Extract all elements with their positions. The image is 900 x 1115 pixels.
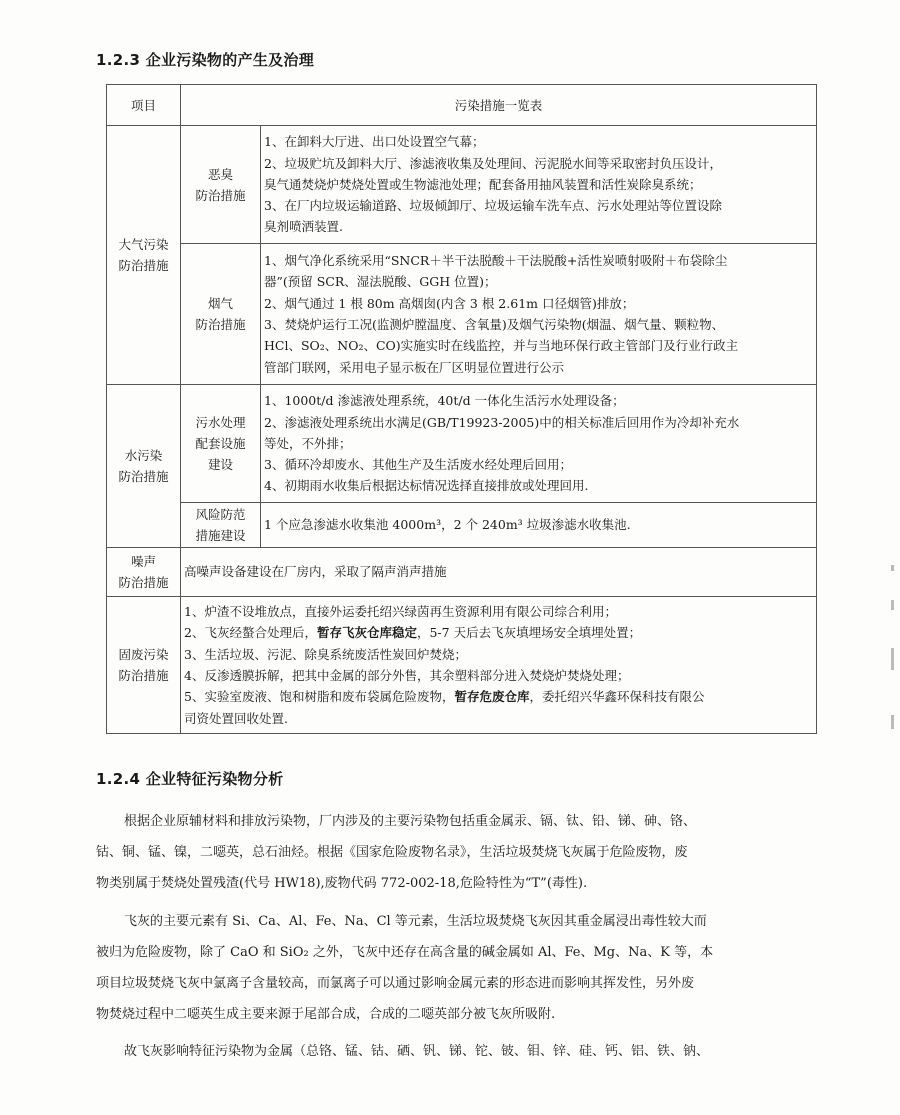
table-row-air-odor bbox=[107, 126, 817, 244]
subcategory-risk: 风险防范 措施建设 bbox=[181, 503, 261, 548]
pollution-measures-table bbox=[106, 84, 817, 734]
subcategory-flue-gas: 烟气 防治措施 bbox=[181, 244, 261, 385]
emphasis-fly-ash-storage: 暂存飞灰仓库稳定 bbox=[316, 625, 417, 641]
paragraph-2: 飞灰的主要元素有 Si、Ca、Al、Fe、Na、Cl 等元素，生活垃圾焚烧飞灰因其重金属浸出毒性较大而 被归为危险废物，除了 CaO 和 SiO₂ 之外，飞灰中还存在高含量的碱金属如 Al、Fe、Mg、Na、K 等，本 项目垃圾焚烧飞灰中氯离子含量较高，而氯离子可以通过影响金属元素的形态进而影响其挥发性，另外废 物焚烧过程中二噁英生成主要来源于尾部合成，合成的二噁英部分被飞灰所吸附. bbox=[96, 914, 714, 1022]
header-item: 项目 bbox=[107, 85, 181, 126]
subcategory-odor: 恶臭 防治措施 bbox=[181, 126, 261, 244]
paragraph-3: 故飞灰影响特征污染物为金属（总铬、锰、钴、硒、钒、锑、铊、铍、钼、锌、硅、钙、铝、铁、钠、 bbox=[124, 1044, 710, 1059]
risk-measures: 1 个应急渗滤水收集池 4000m³，2 个 240m³ 垃圾渗滤水收集池. bbox=[261, 503, 817, 548]
table-row-noise bbox=[107, 548, 817, 597]
section-heading-1-2-4: 1.2.4 企业特征污染物分析 bbox=[96, 770, 284, 788]
scan-artifact bbox=[891, 648, 894, 670]
table-row-water-wastewater bbox=[107, 385, 817, 503]
table-row-water-risk bbox=[107, 503, 817, 548]
paragraph-1: 根据企业原辅材料和排放污染物，厂内涉及的主要污染物包括重金属汞、镉、钛、铅、锑、砷、铬、 钴、铜、锰、镍，二噁英，总石油烃。根据《国家危险废物名录》，生活垃圾焚烧飞灰属于危险废物，废 物类别属于焚烧处置残渣(代号 HW18),废物代码 772-002-18,危险特性为“T”(毒性). bbox=[96, 814, 697, 891]
emphasis-hazardous-storage: 暂存危废仓库 bbox=[454, 689, 530, 705]
subcategory-wastewater: 污水处理 配套设施 建设 bbox=[181, 385, 261, 503]
table-row-air-flue bbox=[107, 244, 817, 385]
category-solid-waste: 固废污染 防治措施 bbox=[107, 597, 181, 734]
table-row-solid bbox=[107, 597, 817, 734]
table-header-row bbox=[107, 85, 817, 126]
scan-artifact bbox=[891, 565, 894, 571]
solid-waste-measures: 1、炉渣不设堆放点，直接外运委托绍兴绿茵再生资源利用有限公司综合利用； 2、飞灰经螯合处理后，暂存飞灰仓库稳定，5-7 天后去飞灰填埋场安全填埋处置； 3、生活垃圾、污泥、除臭系统废活性炭回炉焚烧； 4、反渗透膜拆解，把其中金属的部分外售，其余塑料部分进入焚烧炉焚烧处理； 5、实验室废液、饱和树脂和废布袋属危险废物，暂存危废仓库，委托绍兴华鑫环保科技有限公 司资处置回收处置. bbox=[181, 597, 817, 734]
wastewater-measures: 1、1000t/d 渗滤液处理系统，40t/d 一体化生活污水处理设备； 2、渗滤液处理系统出水满足(GB/T19923-2005)中的相关标准后回用作为冷却补充水 等处，不外排； 3、循环冷却废水、其他生产及生活废水经处理后回用； 4、初期雨水收集后根据达标情况选择直接排放或处理回用. bbox=[261, 385, 817, 503]
section-heading-1-2-3: 1.2.3 企业污染物的产生及治理 bbox=[96, 51, 315, 69]
category-noise: 噪声 防治措施 bbox=[107, 548, 181, 597]
header-measures: 污染措施一览表 bbox=[181, 85, 817, 126]
odor-measures: 1、在卸料大厅进、出口处设置空气幕； 2、垃圾贮坑及卸料大厅、渗滤液收集及处理间、污泥脱水间等采取密封负压设计， 臭气通焚烧炉焚烧处置或生物滤池处理；配套备用抽风装置和活性炭除臭系统； 3、在厂内垃圾运输道路、垃圾倾卸厅、垃圾运输车洗车点、污水处理站等位置设除 臭剂喷洒装置. bbox=[261, 126, 817, 244]
category-air: 大气污染 防治措施 bbox=[107, 126, 181, 385]
scan-artifact bbox=[891, 715, 894, 729]
noise-measures: 高噪声设备建设在厂房内，采取了隔声消声措施 bbox=[181, 548, 817, 597]
flue-gas-measures: 1、烟气净化系统采用“SNCR＋半干法脱酸＋干法脱酸+活性炭喷射吸附＋布袋除尘 器”(预留 SCR、湿法脱酸、GGH 位置)； 2、烟气通过 1 根 80m 高烟囱(内含 3 根 2.61m 口径烟管)排放； 3、焚烧炉运行工况(监测炉膛温度、含氧量)及烟气污染物(烟温、烟气量、颗粒物、 HCl、SO₂、NO₂、CO)实施实时在线监控，并与当地环保行政主管部门及行业行政主 管部门联网，采用电子显示板在厂区明显位置进行公示 bbox=[261, 244, 817, 385]
scan-artifact bbox=[891, 600, 894, 610]
category-water: 水污染 防治措施 bbox=[107, 385, 181, 548]
